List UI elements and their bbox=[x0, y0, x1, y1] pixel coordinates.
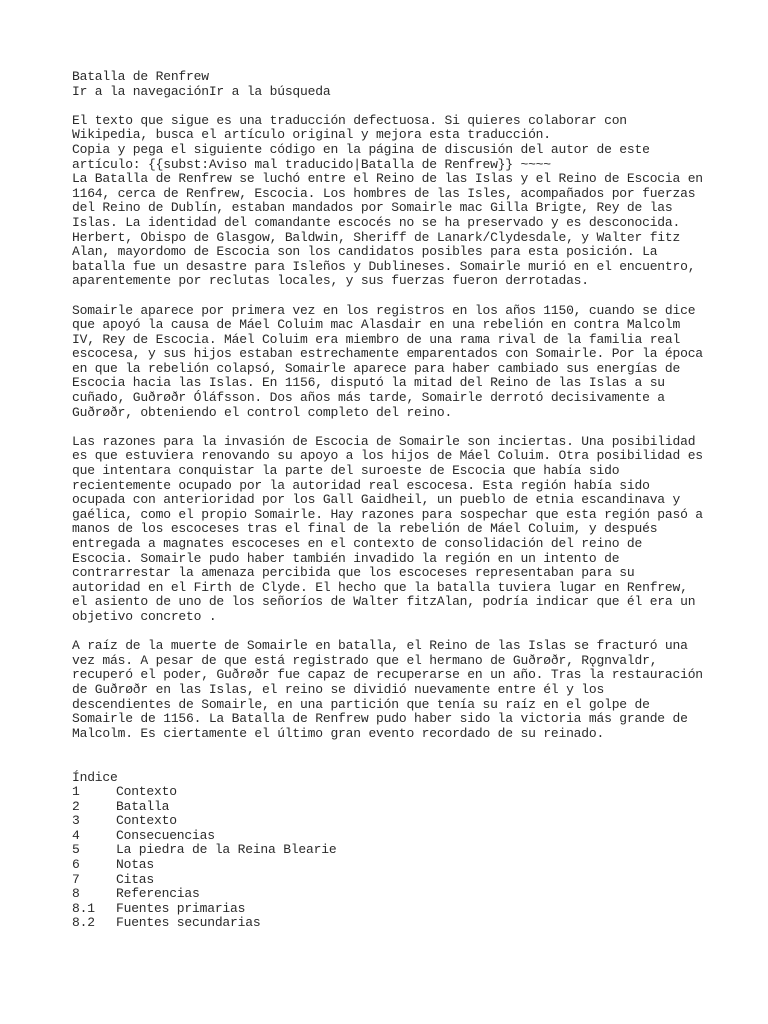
paragraph-line: La Batalla de Renfrew se luchó entre el Reino de las Islas y el Reino de Escocia en bbox=[72, 171, 703, 187]
navigation-links: Ir a la navegaciónIr a la búsqueda bbox=[72, 83, 331, 99]
toc-item[interactable] bbox=[72, 858, 712, 873]
paragraph-line: de Guðrøðr en las Islas, el reino se dividió nuevamente entre él y los bbox=[72, 681, 605, 697]
toc-item[interactable] bbox=[72, 902, 712, 917]
paragraph-line: Guðrøðr, obteniendo el control completo del reino. bbox=[72, 404, 453, 420]
paragraph-aftermath bbox=[72, 639, 712, 741]
paragraph-line: Somairle aparece por primera vez en los registros en los años 1150, cuando se dice bbox=[72, 302, 696, 318]
toc-item[interactable] bbox=[72, 785, 712, 800]
toc-item[interactable] bbox=[72, 887, 712, 902]
paragraph-line: Somairle de 1156. La Batalla de Renfrew pudo haber sido la victoria más grande de bbox=[72, 711, 688, 727]
paragraph-line: Herbert, Obispo de Glasgow, Baldwin, Sheriff de Lanark/Clydesdale, y Walter fitz bbox=[72, 229, 681, 245]
paragraph-line: autoridad en el Firth de Clyde. El hecho que la batalla tuviera lugar en Renfrew, bbox=[72, 579, 688, 595]
toc-item[interactable] bbox=[72, 843, 712, 858]
paragraph-line: ocupada con anterioridad por los Gall Gaidheil, un pueblo de etnia escandinava y bbox=[72, 492, 681, 508]
paragraph-line: A raíz de la muerte de Somairle en batalla, el Reino de las Islas se fracturó una bbox=[72, 638, 688, 654]
paragraph-line: recientemente ocupado por la autoridad real escocesa. Esta región había sido bbox=[72, 477, 650, 493]
toc-item-number: 6 bbox=[72, 857, 80, 873]
toc-item-label: La piedra de la Reina Blearie bbox=[116, 842, 337, 858]
paragraph-line: descendientes de Somairle, en una partición que tenía su raíz en el golpe de bbox=[72, 696, 650, 712]
paragraph-line: que intentara conquistar la parte del suroeste de Escocia que había sido bbox=[72, 463, 620, 479]
paragraph-intro bbox=[72, 172, 712, 289]
toc-item-number: 1 bbox=[72, 784, 80, 800]
toc-item-number: 4 bbox=[72, 827, 80, 843]
toc-item[interactable] bbox=[72, 829, 712, 844]
notice-line: Copia y pega el siguiente código en la página de discusión del autor de este bbox=[72, 141, 650, 157]
notice-line: Wikipedia, busca el artículo original y mejora esta traducción. bbox=[72, 127, 551, 143]
toc-item-number: 5 bbox=[72, 842, 80, 858]
toc-item[interactable] bbox=[72, 814, 712, 829]
paragraph-line: Escocia hacia las Islas. En 1156, disputó la mitad del Reino de las Islas a su bbox=[72, 375, 665, 391]
document-page bbox=[72, 70, 712, 931]
toc-item[interactable] bbox=[72, 800, 712, 815]
toc-item-label: Contexto bbox=[116, 784, 177, 800]
paragraph-line: contrarrestar la amenaza percibida que los escoceses representaban para su bbox=[72, 565, 635, 581]
toc-item-label: Fuentes secundarias bbox=[116, 915, 261, 931]
paragraph-line: Las razones para la invasión de Escocia de Somairle son inciertas. Una posibilidad bbox=[72, 433, 696, 449]
toc-item-number: 2 bbox=[72, 798, 80, 814]
paragraph-line: es que estuviera renovando su apoyo a los hijos de Máel Coluim. Otra posibilidad es bbox=[72, 448, 703, 464]
paragraph-line: Escocia. Somairle pudo haber también invadido la región en un intento de bbox=[72, 550, 620, 566]
paragraph-line: cuñado, Guðrøðr Óláfsson. Dos años más tarde, Somairle derrotó decisivamente a bbox=[72, 390, 665, 406]
paragraph-line: que apoyó la causa de Máel Coluim mac Alasdair en una rebelión en contra Malcolm bbox=[72, 317, 681, 333]
paragraph-line: Islas. La identidad del comandante escocés no se ha preservado y es desconocida. bbox=[72, 214, 681, 230]
paragraph-line: objetivo concreto . bbox=[72, 608, 217, 624]
table-of-contents bbox=[72, 771, 712, 932]
toc-item[interactable] bbox=[72, 916, 712, 931]
toc-item-label: Fuentes primarias bbox=[116, 900, 246, 916]
translation-notice bbox=[72, 114, 712, 172]
paragraph-line: 1164, cerca de Renfrew, Escocia. Los hombres de las Isles, acompañados por fuerzas bbox=[72, 185, 696, 201]
toc-item-number: 7 bbox=[72, 871, 80, 887]
toc-item-label: Notas bbox=[116, 857, 155, 873]
toc-item-label: Contexto bbox=[116, 813, 177, 829]
toc-title: Índice bbox=[72, 769, 118, 785]
toc-item-label: Batalla bbox=[116, 798, 170, 814]
paragraph-line: entregada a magnates escoceses en el contexto de consolidación del reino de bbox=[72, 536, 643, 551]
paragraph-reasons bbox=[72, 435, 712, 625]
toc-item-label: Citas bbox=[116, 871, 155, 887]
toc-item-label: Consecuencias bbox=[116, 827, 215, 843]
toc-item-number: 3 bbox=[72, 813, 80, 829]
paragraph-line: en que la rebelión colapsó, Somairle aparece para haber cambiado sus energías de bbox=[72, 360, 681, 376]
paragraph-line: el asiento de uno de los señoríos de Walter fitzAlan, podría indicar que él era un bbox=[72, 594, 696, 610]
toc-item[interactable] bbox=[72, 873, 712, 888]
paragraph-line: IV, Rey de Escocia. Máel Coluim era miembro de una rama rival de la familia real bbox=[72, 331, 681, 347]
paragraph-line: Alan, mayordomo de Escocia son los candidatos posibles para esta posición. La bbox=[72, 244, 658, 260]
toc-item-number: 8.1 bbox=[72, 900, 95, 916]
paragraph-line: vez más. A pesar de que está registrado que el hermano de Guðrøðr, Rǫgnvaldr, bbox=[72, 652, 658, 668]
toc-item-number: 8.2 bbox=[72, 915, 95, 931]
paragraph-line: aparentemente por reclutas locales, y sus fuerzas fueron derrotadas. bbox=[72, 273, 589, 289]
notice-line: artículo: {{subst:Aviso mal traducido|Batalla de Renfrew}} ~~~~ bbox=[72, 156, 551, 172]
toc-item-number: 8 bbox=[72, 886, 80, 902]
article-header bbox=[72, 70, 712, 99]
paragraph-line: escocesa, y sus hijos estaban estrechamente emparentados con Somairle. Por la época bbox=[72, 346, 703, 362]
paragraph-line: Malcolm. Es ciertamente el último gran evento recordado de su reinado. bbox=[72, 725, 605, 741]
paragraph-line: recuperó el poder, Guðrøðr fue capaz de recuperarse en un año. Tras la restauración bbox=[72, 667, 703, 683]
article-title: Batalla de Renfrew bbox=[72, 69, 209, 84]
notice-line: El texto que sigue es una traducción defectuosa. Si quieres colaborar con bbox=[72, 112, 627, 128]
paragraph-line: del Reino de Dublín, estaban mandados por Somairle mac Gilla Brigte, Rey de las bbox=[72, 200, 673, 216]
paragraph-line: gaélica, como el propio Somairle. Hay razones para sospechar que esta región pasó a bbox=[72, 506, 703, 522]
paragraph-background bbox=[72, 304, 712, 421]
paragraph-line: manos de los escoceses tras el final de la rebelión de Máel Coluim, y después bbox=[72, 521, 658, 537]
toc-item-label: Referencias bbox=[116, 886, 200, 902]
paragraph-line: batalla fue un desastre para Isleños y Dublineses. Somairle murió en el encuentro, bbox=[72, 258, 696, 274]
